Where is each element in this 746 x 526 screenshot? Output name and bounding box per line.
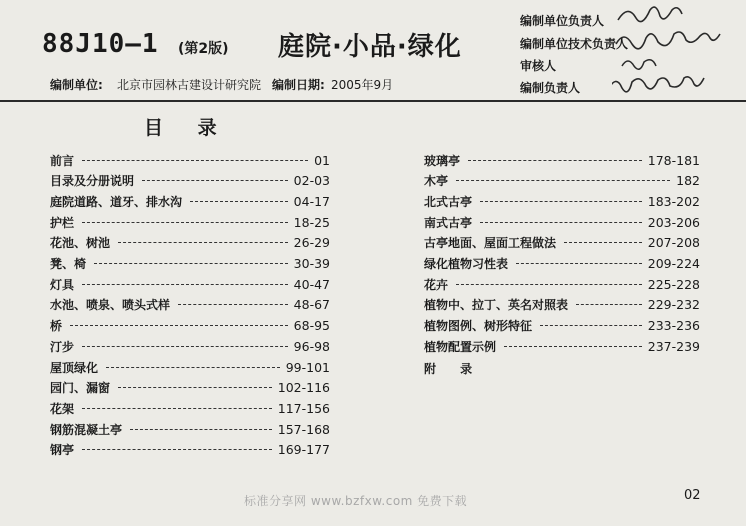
toc-entry-label: 玻璃亭 [424,153,461,168]
toc-entry-pages: 48-67 [293,297,330,313]
toc-entry-pages: 207-208 [647,235,700,251]
toc-entry [50,398,330,418]
toc-entry [50,336,330,356]
toc-entry [424,191,700,211]
leader-dashes [468,160,642,161]
toc-entry [50,150,330,170]
toc-entry [50,378,330,398]
toc-entry-label: 前言 [50,153,75,168]
leader-dashes [94,263,288,264]
toc-entry-pages: 68-95 [293,318,330,334]
leader-dashes [504,346,642,347]
toc-entry-pages: 99-101 [285,359,330,375]
page-number: 02 [684,488,701,503]
date-value: 2005年9月 [331,78,394,92]
toc-entry-pages: 169-177 [277,442,330,458]
leader-dashes [82,408,272,409]
leader-dashes [564,242,642,243]
toc-entry-pages: 225-228 [647,276,700,292]
toc-entry-label: 屋顶绿化 [50,360,99,375]
toc-entry [424,212,700,232]
toc-entry-pages: 26-29 [293,235,330,251]
toc-entry-label: 钢筋混凝土亭 [50,422,123,437]
toc-entry [50,316,330,336]
toc-entry-label: 凳、椅 [50,257,87,271]
toc-entry-pages: 96-98 [293,338,330,354]
toc-entry-label: 植物中、拉丁、英名对照表 [424,298,569,313]
toc-entry-pages: 02-03 [293,173,330,189]
toc-entry-label: 花架 [50,401,75,416]
toc-entry-pages: 18-25 [293,214,330,230]
toc-entry-label: 南式古亭 [424,215,473,230]
leader-dashes [130,429,272,430]
toc-entry [50,357,330,377]
toc-entry [50,212,330,232]
watermark-text: 标准分享网 www.bzfxw.com 免费下载 [244,494,468,508]
leader-dashes [456,180,670,181]
leader-dashes [82,284,288,285]
toc-entry-pages: 178-181 [647,152,700,168]
leader-dashes [142,180,288,181]
org-label: 编制单位: [50,78,103,92]
resp-tech-head: 编制单位技术负责人 [520,37,629,51]
toc-entry [50,191,330,211]
toc-entry-label: 庭院道路、道牙、排水沟 [50,194,183,209]
leader-dashes [106,367,280,368]
toc-entry-label: 植物配置示例 [424,339,497,354]
toc-entry-label: 桥 [50,319,63,334]
toc-entry-pages: 229-232 [647,297,700,313]
page-title: 庭院·小品·绿化 [278,32,462,62]
leader-dashes [82,222,288,223]
toc-entry-label: 花卉 [424,277,449,292]
toc-entry-pages: 237-239 [647,338,700,354]
toc-entry [424,274,700,294]
toc-entry [50,254,330,274]
toc-entry-label: 植物图例、树形特征 [424,319,533,334]
toc-entry-pages: 102-116 [277,380,330,396]
toc-entry [424,254,700,274]
resp-reviewer: 审核人 [520,59,557,73]
leader-dashes [480,222,642,223]
date-label: 编制日期: [272,78,325,92]
resp-editor: 编制负责人 [520,81,581,95]
leader-dashes [82,160,308,161]
toc-entry-label: 水池、喷泉、喷头式样 [50,298,171,313]
toc-entry-label: 木亭 [424,174,449,189]
toc-entry-label: 花池、树池 [50,236,111,251]
leader-dashes [118,242,288,243]
toc-entry-pages: 209-224 [647,256,700,271]
toc-entry [424,295,700,315]
toc-entry-pages: 233-236 [647,318,700,334]
leader-dashes [118,387,272,388]
toc-entry-pages: 183-202 [647,193,700,209]
leader-dashes [82,449,272,450]
toc-entry [424,233,700,253]
toc-entry-pages: 203-206 [647,214,700,230]
toc-entry-label: 古亭地面、屋面工程做法 [424,236,557,251]
leader-dashes [190,201,288,202]
org-value: 北京市园林古建设计研究院 [117,78,262,92]
toc-entry [424,150,700,170]
leader-dashes [480,201,642,202]
standard-code: 88J10—1 [42,29,159,59]
toc-entry-label: 北式古亭 [424,194,473,209]
toc-heading: 目 录 [144,117,231,139]
leader-dashes [516,263,642,264]
toc-entry-pages: 30-39 [293,256,330,271]
toc-entry-label: 护栏 [50,215,75,230]
toc-entry [424,316,700,336]
toc-entry-label: 绿化植物习性表 [424,257,509,271]
resp-unit-head: 编制单位负责人 [520,14,605,28]
toc-entry-pages: 117-156 [277,400,330,416]
toc-entry [50,274,330,294]
toc-entry [50,233,330,253]
toc-entry-label: 园门、漏窗 [50,381,111,396]
toc-entry [50,295,330,315]
toc-entry [50,440,330,460]
toc-entry-pages: 182 [676,173,700,189]
edition-label: (第2版) [178,41,229,57]
toc-entry [50,171,330,191]
toc-entry-pages: 157-168 [277,421,330,437]
toc-entry-pages: 40-47 [293,276,330,292]
leader-dashes [540,325,642,326]
handwritten-signatures [612,2,742,98]
toc-entry-label: 目录及分册说明 [50,174,135,189]
toc-entry-label: 钢亭 [50,443,75,458]
toc-entry-pages: 04-17 [293,193,330,209]
toc-entry-pages: 01 [314,152,330,168]
toc-entry-label: 汀步 [50,339,75,354]
leader-dashes [70,325,288,326]
leader-dashes [576,304,642,305]
leader-dashes [456,284,642,285]
toc-entry [50,419,330,439]
leader-dashes [178,304,288,305]
toc-entry [424,336,700,356]
toc-entry-label: 灯具 [50,277,75,292]
title-block [0,0,746,102]
leader-dashes [82,346,288,347]
toc-entry [424,171,700,191]
appendix-heading: 附 录 [424,362,483,376]
